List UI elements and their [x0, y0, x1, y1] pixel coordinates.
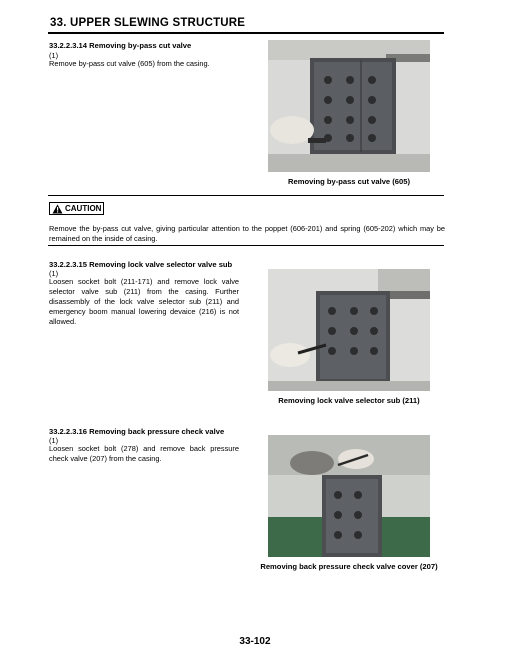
caution-label-box: [49, 202, 104, 215]
section-title-16: 33.2.2.3.16 Removing back pressure check valve: [49, 427, 225, 436]
divider-rule: [48, 195, 444, 196]
section-title-15: 33.2.2.3.15 Removing lock valve selector valve sub: [49, 260, 233, 269]
photo-caption-14: Removing by-pass cut valve (605): [288, 177, 410, 186]
photo-back-pressure-illustration: [268, 435, 430, 557]
photo-caption-16: Removing back pressure check valve cover (207): [260, 562, 438, 571]
section-text-15: Loosen socket bolt (211-171) and remove lock valve selector valve sub (211) from the casing. Further disassembly of the lock valve selector sub (211) and emergency boom manual lowering devaice (216) is not allowed.: [49, 277, 239, 326]
page-number: 33-102: [239, 636, 271, 647]
header-divider: [48, 32, 444, 34]
section-step-15: (1): [49, 269, 59, 278]
photo-caption-15: Removing lock valve selector sub (211): [278, 396, 420, 405]
photo-back-pressure-check: [268, 435, 430, 557]
section-step-16: (1): [49, 436, 59, 445]
section-text-16: Loosen socket bolt (278) and remove back pressure check valve (207) from the casing.: [49, 444, 239, 463]
section-step-14: (1): [49, 51, 59, 60]
divider-rule: [48, 245, 444, 246]
caution-label: CAUTION: [65, 204, 102, 213]
page-title: 33. UPPER SLEWING STRUCTURE: [50, 17, 246, 29]
photo-bypass-illustration: [268, 40, 430, 172]
photo-bypass-cut-valve: [268, 40, 430, 172]
caution-text: Remove the by-pass cut valve, giving particular attention to the poppet (606-201) and spring (605-202) which may be remained on the inside of casing.: [49, 224, 445, 243]
photo-lock-illustration: [268, 269, 430, 391]
photo-lock-valve-selector: [268, 269, 430, 391]
section-text-14: Remove by-pass cut valve (605) from the casing.: [49, 59, 210, 68]
warning-icon: [52, 204, 63, 214]
section-title-14: 33.2.2.3.14 Removing by-pass cut valve: [49, 41, 192, 50]
